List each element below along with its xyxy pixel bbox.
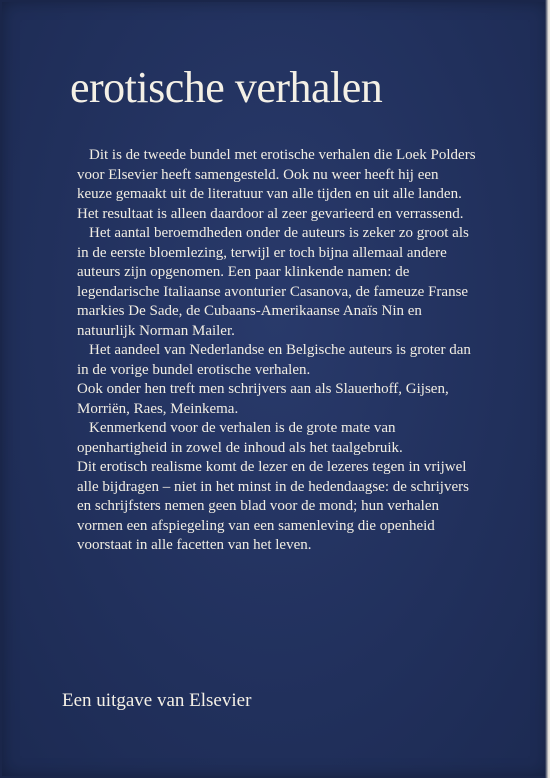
blurb-paragraph-6: Dit erotisch realisme komt de lezer en de lezeres tegen in vrijwel alle bijdragen – niet in het minst in de hedendaagse: de schrijvers en schrijfsters nemen geen blad voor de mond; hun verhalen vormen een afspiegeling van een samenleving die openheid voorstaat in alle facetten van het leven. xyxy=(77,459,469,553)
blurb-paragraph-3: Het aandeel van Nederlandse en Belgische auteurs is groter dan in de vorige bundel erotische verhalen. xyxy=(77,342,471,378)
blurb-paragraph-4: Ook onder hen treft men schrijvers aan als Slauerhoff, Gijsen, Morriën, Raes, Meinkema. xyxy=(77,381,449,417)
book-title: erotische verhalen xyxy=(70,63,383,112)
blurb-paragraph-5: Kenmerkend voor de verhalen is de grote mate van openhartigheid in zowel de inhoud als het taalgebruik. xyxy=(77,420,403,456)
blurb-paragraph-1: Dit is de tweede bundel met erotische verhalen die Loek Polders voor Elsevier heeft samengesteld. Ook nu weer heeft hij een keuze gemaakt uit de literatuur van alle tijden en uit alle landen. Het resultaat is alleen daardoor al zeer gevarieerd en verrassend. xyxy=(77,147,476,222)
page-edge xyxy=(545,0,550,778)
blurb-text xyxy=(77,146,477,556)
blurb-paragraph-2: Het aantal beroemdheden onder de auteurs is zeker zo groot als in de eerste bloemlezing, terwijl er toch bijna allemaal andere auteurs zijn opgenomen. Een paar klinkende namen: de legendarische Italiaanse avonturier Casanova, de fameuze Franse markies De Sade, de Cubaans-Amerikaanse Anaïs Nin en natuurlijk Norman Mailer. xyxy=(77,225,469,339)
publisher-line: Een uitgave van Elsevier xyxy=(62,690,252,711)
